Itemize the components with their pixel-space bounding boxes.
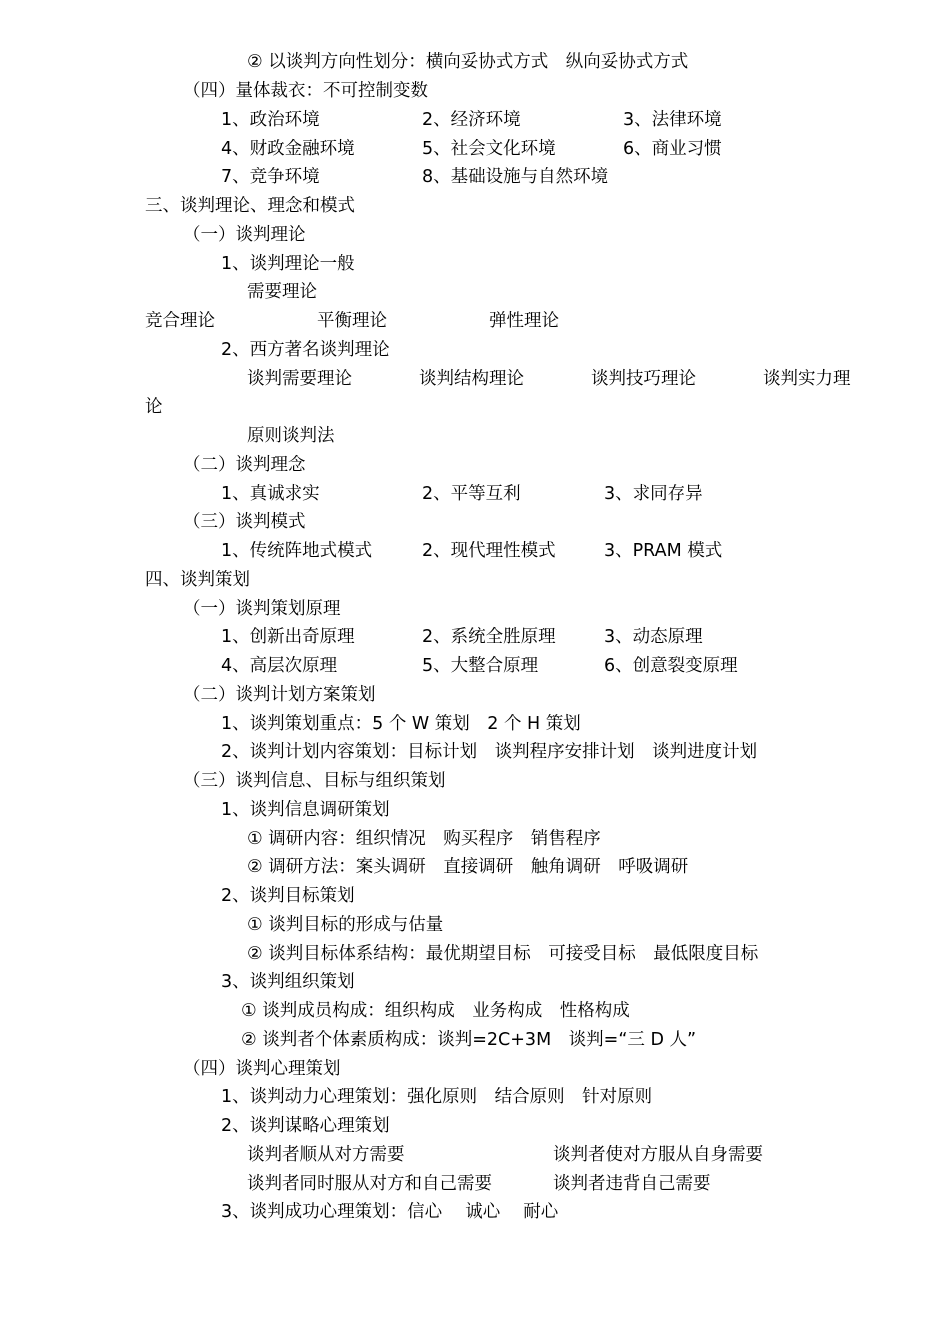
line-text: 1、谈判策划重点：5 个 W 策划 2 个 H 策划 [221,714,581,734]
line-text: （三）谈判模式 [183,512,306,532]
line-text: ① 谈判成员构成：组织构成 业务构成 性格构成 [241,1001,630,1021]
line-text: （一）谈判理论 [183,225,306,245]
line-text: ② 谈判者个体素质构成：谈判=2C+3M 谈判=“三 D 人” [241,1030,697,1050]
line-text: 论 [145,397,163,417]
line-text: 1、谈判动力心理策划：强化原则 结合原则 针对原则 [221,1087,653,1107]
line-text: 谈判者同时服从对方和自己需要 [247,1174,492,1194]
line-text: （二）谈判理念 [183,455,306,475]
line-text: （四）量体裁衣：不可控制变数 [183,81,428,101]
line-text: 1、政治环境 [221,110,320,130]
line-text: 2、谈判谋略心理策划 [221,1116,390,1136]
line-text: 2、经济环境 [422,110,521,130]
line-text: 8、基础设施与自然环境 [422,167,609,187]
line-text: 6、商业习惯 [623,139,722,159]
line-text: 谈判者违背自己需要 [553,1174,711,1194]
line-text: （二）谈判计划方案策划 [183,685,376,705]
line-text: 3、法律环境 [623,110,722,130]
line-text: 3、谈判成功心理策划：信心 诚心 耐心 [221,1202,559,1222]
line-text: 竞合理论 [145,311,215,331]
line-text: 2、西方著名谈判理论 [221,340,390,360]
line-text: 5、大整合原理 [422,656,539,676]
line-text: 3、求同存异 [604,484,703,504]
line-text: 6、创意裂变原理 [604,656,738,676]
line-text: 1、传统阵地式模式 [221,541,373,561]
line-text: 1、真诚求实 [221,484,320,504]
line-text: 原则谈判法 [247,426,335,446]
line-text: （四）谈判心理策划 [183,1059,341,1079]
line-text: 平衡理论 [317,311,387,331]
line-text: 谈判需要理论 [247,369,352,389]
line-text: 谈判实力理 [763,369,851,389]
line-text: 弹性理论 [489,311,559,331]
line-text: 2、系统全胜原理 [422,627,556,647]
line-text: 谈判者使对方服从自身需要 [553,1145,763,1165]
line-text: ② 调研方法：案头调研 直接调研 触角调研 呼吸调研 [247,857,689,877]
line-text: 需要理论 [247,282,317,302]
line-text: 谈判结构理论 [419,369,524,389]
line-text: ① 谈判目标的形成与估量 [247,915,444,935]
line-text: 2、平等互利 [422,484,521,504]
line-text: ② 谈判目标体系结构：最优期望目标 可接受目标 最低限度目标 [247,944,759,964]
line-text: （一）谈判策划原理 [183,599,341,619]
line-text: 3、PRAM 模式 [604,541,723,561]
line-text: ② 以谈判方向性划分：横向妥协式方式 纵向妥协式方式 [247,52,689,72]
line-text: （三）谈判信息、目标与组织策划 [183,771,446,791]
line-text: 谈判技巧理论 [591,369,696,389]
line-text: 1、谈判理论一般 [221,254,355,274]
line-text: 3、谈判组织策划 [221,972,355,992]
line-text: 4、财政金融环境 [221,139,355,159]
line-text: 谈判者顺从对方需要 [247,1145,405,1165]
line-text: 1、谈判信息调研策划 [221,800,390,820]
line-text: 三、谈判理论、理念和模式 [145,196,355,216]
line-text: 2、谈判目标策划 [221,886,355,906]
line-text: 4、高层次原理 [221,656,338,676]
line-text: 7、竞争环境 [221,167,320,187]
line-text: 1、创新出奇原理 [221,627,355,647]
line-text: 5、社会文化环境 [422,139,556,159]
line-text: 3、动态原理 [604,627,703,647]
line-text: 2、谈判计划内容策划：目标计划 谈判程序安排计划 谈判进度计划 [221,742,758,762]
line-text: 四、谈判策划 [145,570,250,590]
line-text: ① 调研内容：组织情况 购买程序 销售程序 [247,829,601,849]
line-text: 2、现代理性模式 [422,541,556,561]
